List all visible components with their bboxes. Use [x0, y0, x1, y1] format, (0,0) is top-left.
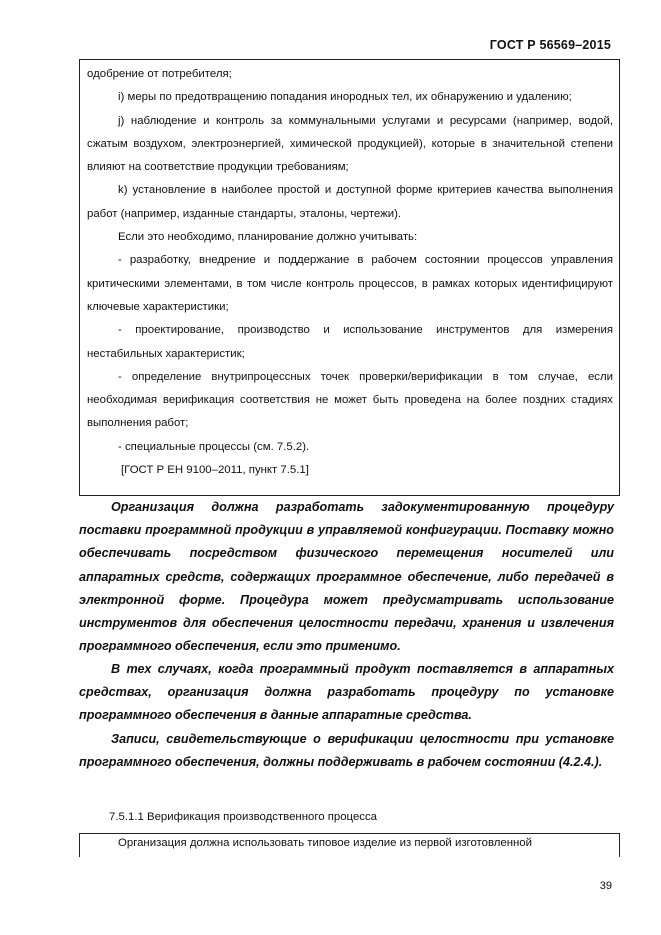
bold-paragraph-hardware: В тех случаях, когда программный продукт поставляется в аппаратных средствах, организация должна разработать процедуру по установке программного обеспечения в данные аппаратные средства.	[79, 662, 614, 723]
page-number: 39	[599, 880, 612, 892]
list-item-j: j) наблюдение и контроль за коммунальными услугами и ресурсами (например, водой, сжатым воздухом, электроэнергией, химической продукцией), которые в значительной степени влияют на соответствие продукции требованиям;	[87, 114, 613, 174]
standard-reference: [ГОСТ Р ЕН 9100–2011, пункт 7.5.1]	[121, 464, 309, 477]
continued-requirements-box	[79, 833, 620, 857]
quoted-requirements-box	[79, 59, 620, 496]
box-line: одобрение от потребителя;	[87, 68, 232, 80]
bullet-item: - проектирование, производство и использование инструментов для измерения нестабильных характеристик;	[87, 324, 613, 360]
planning-intro: Если это необходимо, планирование должно учитывать:	[118, 231, 418, 244]
list-item-i: i) меры по предотвращению попадания инородных тел, их обнаружению и удалению;	[118, 91, 572, 104]
section-heading: 7.5.1.1 Верификация производственного процесса	[109, 811, 378, 823]
bullet-item: - разработку, внедрение и поддержание в рабочем состоянии процессов управления критическими элементами, в том числе контроль процессов, в рамках которых идентифицируют ключевые характеристики;	[87, 254, 613, 313]
list-item-k: k) установление в наиболее простой и доступной форме критериев качества выполнения работ (например, изданные стандарты, эталоны, чертежи).	[87, 184, 613, 220]
page-header: ГОСТ Р 56569–2015	[489, 38, 611, 52]
bullet-item: - специальные процессы (см. 7.5.2).	[118, 440, 310, 453]
bullet-item: - определение внутрипроцессных точек проверки/верификации в том случае, если необходимая верификация соответствия не может быть проведена на более поздних стадиях выполнения работ;	[87, 370, 613, 430]
bold-paragraph-delivery: Организация должна разработать задокументированную процедуру поставки программной продукции в управляемой конфигурации. Поставку можно обеспечивать посредством физического перемещения носителей или аппаратных средств, содержащих программное обеспечение, либо передачей в электронной форме. Процедура может предусматривать использование инструментов для обеспечения целостности передачи, хранения и извлечения программного обеспечения, если это применимо.	[79, 500, 614, 654]
box2-line: Организация должна использовать типовое изделие из первой изготовленной	[118, 837, 533, 849]
bold-paragraph-records: Записи, свидетельствующие о верификации целостности при установке программного обеспечения, должны поддерживать в рабочем состоянии (4.2.4.).	[79, 732, 614, 770]
